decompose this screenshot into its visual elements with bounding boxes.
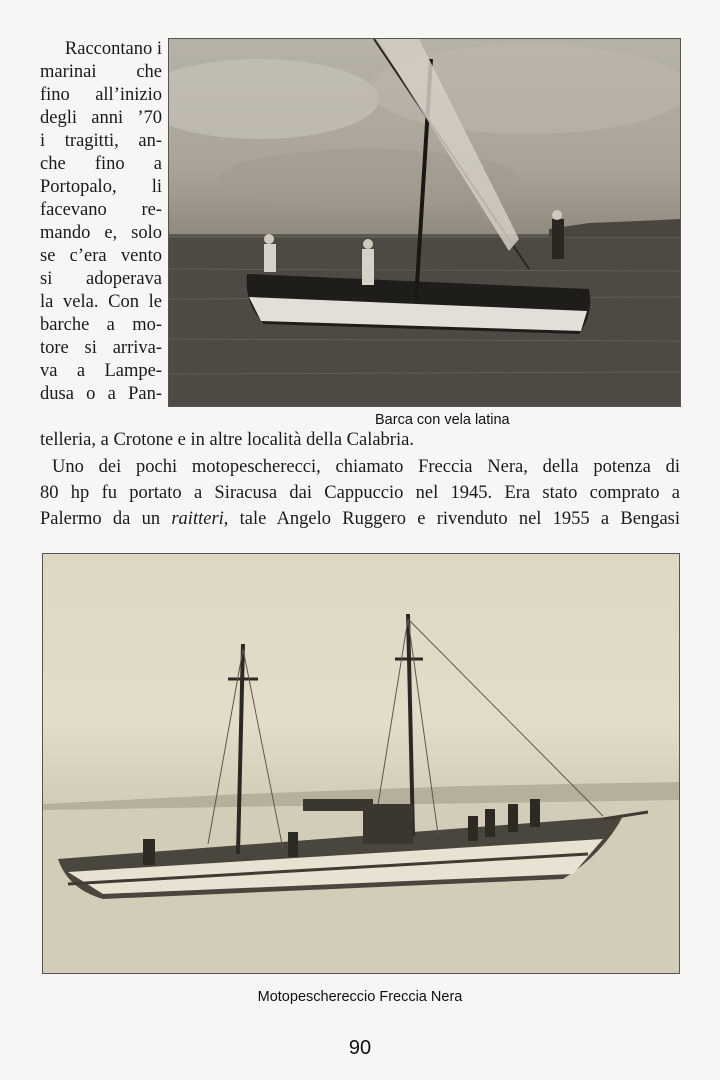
fishing-boat-image [43,554,679,973]
text-line: 80 hp fu portato a Siracusa dai Cappuccio nel 1945. Era stato comprato a [40,483,680,503]
text-line: barche a mo- [40,315,162,335]
text-span: Palermo da un [40,509,172,529]
text-line: degli anni ’70 [40,108,162,128]
photo-caption-bottom: Motopeschereccio Freccia Nera [257,989,463,1005]
text-line: facevano re- [40,200,162,220]
sailboat-image [169,39,680,406]
text-line: tore si arriva- [40,338,162,358]
page-number: 90 [348,1037,372,1059]
text-line: la vela. Con le [40,292,162,312]
fishing-boat-photo [42,553,680,974]
photo-caption-top: Barca con vela latina [375,412,510,428]
text-span: , tale Angelo Ruggero e rivenduto nel 1955 a Bengasi [223,509,680,529]
text-line: Raccontano i [64,39,162,59]
text-line: si adoperava [40,269,162,289]
text-line: marinai che [40,62,162,82]
text-line: Portopalo, li [40,177,162,197]
text-line: fino all’inizio [40,85,162,105]
sailboat-photo [168,38,681,407]
italic-term: raitteri [171,509,224,529]
text-line: va a Lampe- [40,361,162,381]
text-line: dusa o a Pan- [40,384,162,404]
text-line [40,508,680,531]
text-line: Uno dei pochi motopescherecci, chiamato Freccia Nera, della potenza di [52,457,680,477]
text-line: telleria, a Crotone e in altre località della Calabria. [40,430,414,450]
narrow-text-column [40,38,162,406]
text-line: se c’era vento [40,246,162,266]
text-line: che fino a [40,154,162,174]
text-line: mando e, solo [40,223,162,243]
text-line: i tragitti, an- [40,131,162,151]
